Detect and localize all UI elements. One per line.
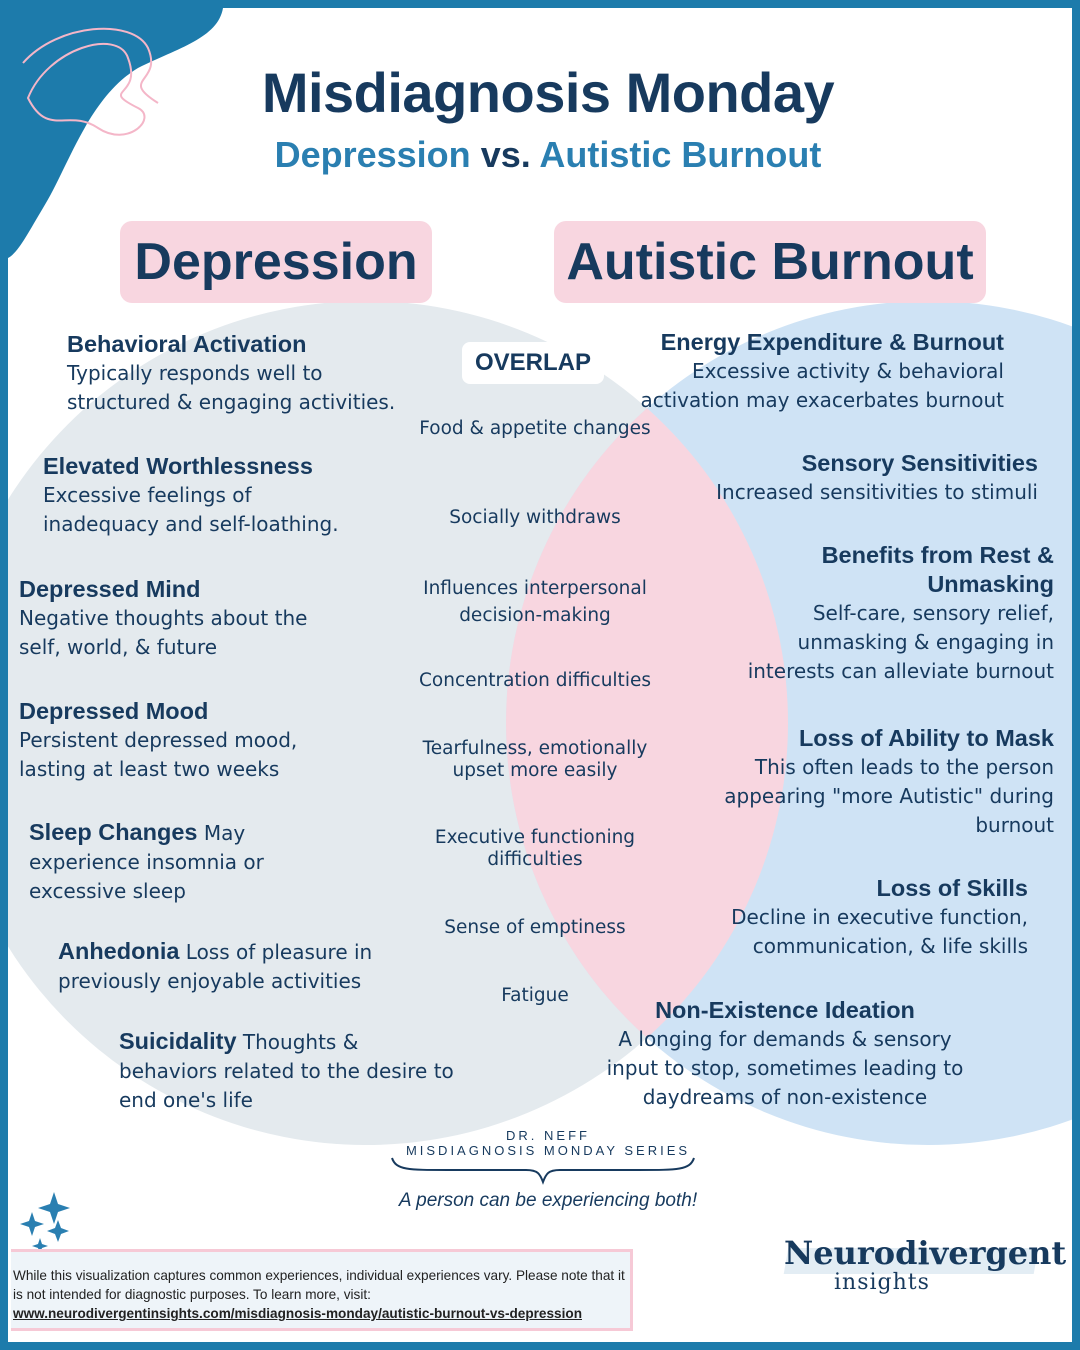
subtitle-depression: Depression (274, 134, 471, 175)
burnout-item: Energy Expenditure & Burnout Excessive activity & behavioral activation may exacerbates burnout (640, 329, 1004, 412)
disclaimer-text: While this visualization captures common experiences, individual experiences vary. Please note that it is not intended for diagnostic purposes. To learn more, visit: (13, 1268, 625, 1302)
subtitle-burnout: Autistic Burnout (539, 134, 822, 175)
page-title: Misdiagnosis Monday (261, 61, 835, 124)
depression-item: Elevated Worthlessness Excessive feelings of inadequacy and self-loathing. (43, 453, 339, 536)
burnout-label: Autistic Burnout (554, 221, 986, 303)
both-note: A person can be experiencing both! (398, 1190, 698, 1211)
overlap-item: Influences interpersonal decision-making (423, 578, 647, 626)
logo-subtext: insights (834, 1270, 930, 1295)
learn-more-link[interactable]: www.neurodivergentinsights.com/misdiagnosis-monday/autistic-burnout-vs-depression (13, 1306, 582, 1321)
burnout-item: Non-Existence Ideation A longing for demands & sensory input to stop, sometimes leading to daydreams of non-existence (606, 997, 964, 1109)
depression-item: Anhedonia Loss of pleasure in previously enjoyable activities (58, 938, 373, 993)
overlap-item: Sense of emptiness (444, 917, 626, 938)
depression-item: Depressed Mood Persistent depressed mood, lasting at least two weeks (19, 698, 298, 781)
overlap-item: Socially withdraws (449, 507, 621, 528)
sparkle-icon (18, 1190, 78, 1256)
page-subtitle (8, 134, 1072, 176)
depression-item: Depressed Mind Negative thoughts about the self, world, & future (19, 576, 308, 659)
overlap-item: Executive functioning difficulties (434, 827, 636, 870)
logo-wordmark: Neurodivergent (784, 1234, 1067, 1272)
burnout-item: Benefits from Rest & Unmasking Self-care, sensory relief, unmasking & engaging in interests can alleviate burnout (747, 542, 1054, 683)
overlap-item: Fatigue (501, 985, 569, 1006)
disclaimer-box (11, 1249, 633, 1331)
depression-item: Behavioral Activation Typically responds well to structured & engaging activities. (67, 331, 396, 414)
overlap-item: Concentration difficulties (419, 670, 651, 691)
infographic-page (8, 8, 1072, 1342)
subtitle-vs: vs. (480, 134, 531, 175)
burnout-item: Sensory Sensitivities Increased sensitivities to stimuli (716, 450, 1038, 504)
burnout-item: Loss of Ability to Mask This often leads to the person appearing "more Autistic" during burnout (724, 725, 1054, 837)
overlap-item: Tearfulness, emotionally upset more easily (422, 738, 648, 781)
overlap-label: OVERLAP (462, 342, 604, 384)
depression-item: Suicidality Thoughts & behaviors related to the desire to end one's life (119, 1028, 454, 1112)
series-credit: DR. NEFF MISDIAGNOSIS MONDAY SERIES (405, 1128, 691, 1158)
brace-decoration (388, 1156, 698, 1186)
burnout-item: Loss of Skills Decline in executive function, communication, & life skills (731, 875, 1028, 958)
overlap-item: Food & appetite changes (419, 418, 651, 439)
depression-label: Depression (120, 221, 432, 303)
depression-item: Sleep Changes May experience insomnia or excessive sleep (29, 819, 264, 903)
